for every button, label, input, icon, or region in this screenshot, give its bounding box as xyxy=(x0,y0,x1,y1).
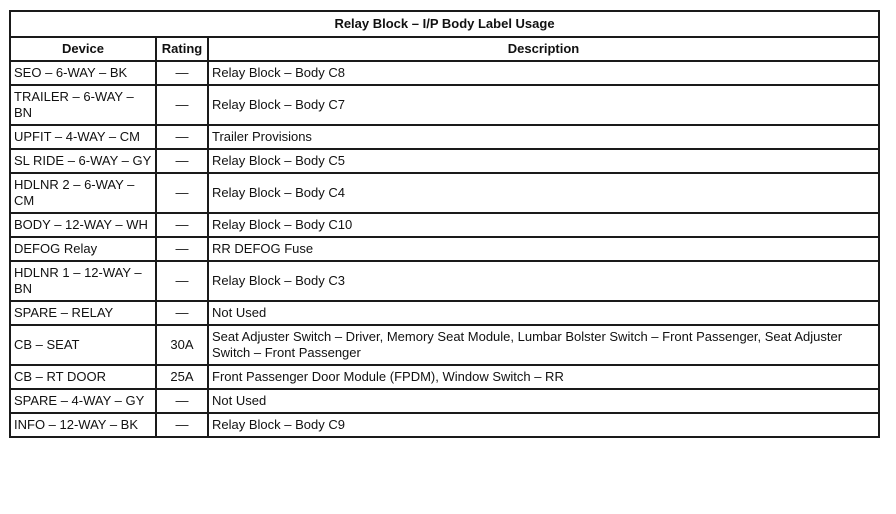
description-cell: Not Used xyxy=(208,301,879,325)
table-row xyxy=(10,365,879,389)
description-cell: Relay Block – Body C5 xyxy=(208,149,879,173)
description-cell: Relay Block – Body C8 xyxy=(208,61,879,85)
table-row xyxy=(10,173,879,213)
device-cell: BODY – 12-WAY – WH xyxy=(10,213,156,237)
relay-block-table xyxy=(9,10,880,438)
rating-cell: 25A xyxy=(156,365,208,389)
device-cell: SPARE – RELAY xyxy=(10,301,156,325)
table-title: Relay Block – I/P Body Label Usage xyxy=(10,11,879,37)
description-cell: Relay Block – Body C4 xyxy=(208,173,879,213)
table-row xyxy=(10,213,879,237)
description-cell: Front Passenger Door Module (FPDM), Window Switch – RR xyxy=(208,365,879,389)
header-rating: Rating xyxy=(156,37,208,61)
description-cell: Seat Adjuster Switch – Driver, Memory Seat Module, Lumbar Bolster Switch – Front Passenger, Seat Adjuster Switch – Front Passenger xyxy=(208,325,879,365)
description-cell: Not Used xyxy=(208,389,879,413)
table-row xyxy=(10,149,879,173)
device-cell: INFO – 12-WAY – BK xyxy=(10,413,156,437)
rating-cell: — xyxy=(156,213,208,237)
table-row xyxy=(10,301,879,325)
rating-cell: — xyxy=(156,389,208,413)
rating-cell: — xyxy=(156,237,208,261)
rating-cell: — xyxy=(156,149,208,173)
rating-cell: — xyxy=(156,261,208,301)
device-cell: HDLNR 2 – 6-WAY – CM xyxy=(10,173,156,213)
device-cell: SEO – 6-WAY – BK xyxy=(10,61,156,85)
header-description: Description xyxy=(208,37,879,61)
device-cell: SL RIDE – 6-WAY – GY xyxy=(10,149,156,173)
rating-cell: — xyxy=(156,125,208,149)
table-row xyxy=(10,61,879,85)
rating-cell: — xyxy=(156,173,208,213)
table-row xyxy=(10,261,879,301)
device-cell: HDLNR 1 – 12-WAY – BN xyxy=(10,261,156,301)
rating-cell: — xyxy=(156,413,208,437)
device-cell: SPARE – 4-WAY – GY xyxy=(10,389,156,413)
rating-cell: — xyxy=(156,301,208,325)
device-cell: UPFIT – 4-WAY – CM xyxy=(10,125,156,149)
description-cell: Relay Block – Body C9 xyxy=(208,413,879,437)
rating-cell: — xyxy=(156,85,208,125)
header-device: Device xyxy=(10,37,156,61)
description-cell: Trailer Provisions xyxy=(208,125,879,149)
device-cell: DEFOG Relay xyxy=(10,237,156,261)
table-row xyxy=(10,325,879,365)
table-row xyxy=(10,125,879,149)
description-cell: RR DEFOG Fuse xyxy=(208,237,879,261)
description-cell: Relay Block – Body C3 xyxy=(208,261,879,301)
table-row xyxy=(10,85,879,125)
rating-cell: 30A xyxy=(156,325,208,365)
table-row xyxy=(10,237,879,261)
description-cell: Relay Block – Body C7 xyxy=(208,85,879,125)
table-row xyxy=(10,413,879,437)
device-cell: CB – RT DOOR xyxy=(10,365,156,389)
device-cell: CB – SEAT xyxy=(10,325,156,365)
device-cell: TRAILER – 6-WAY – BN xyxy=(10,85,156,125)
table-row xyxy=(10,389,879,413)
description-cell: Relay Block – Body C10 xyxy=(208,213,879,237)
rating-cell: — xyxy=(156,61,208,85)
